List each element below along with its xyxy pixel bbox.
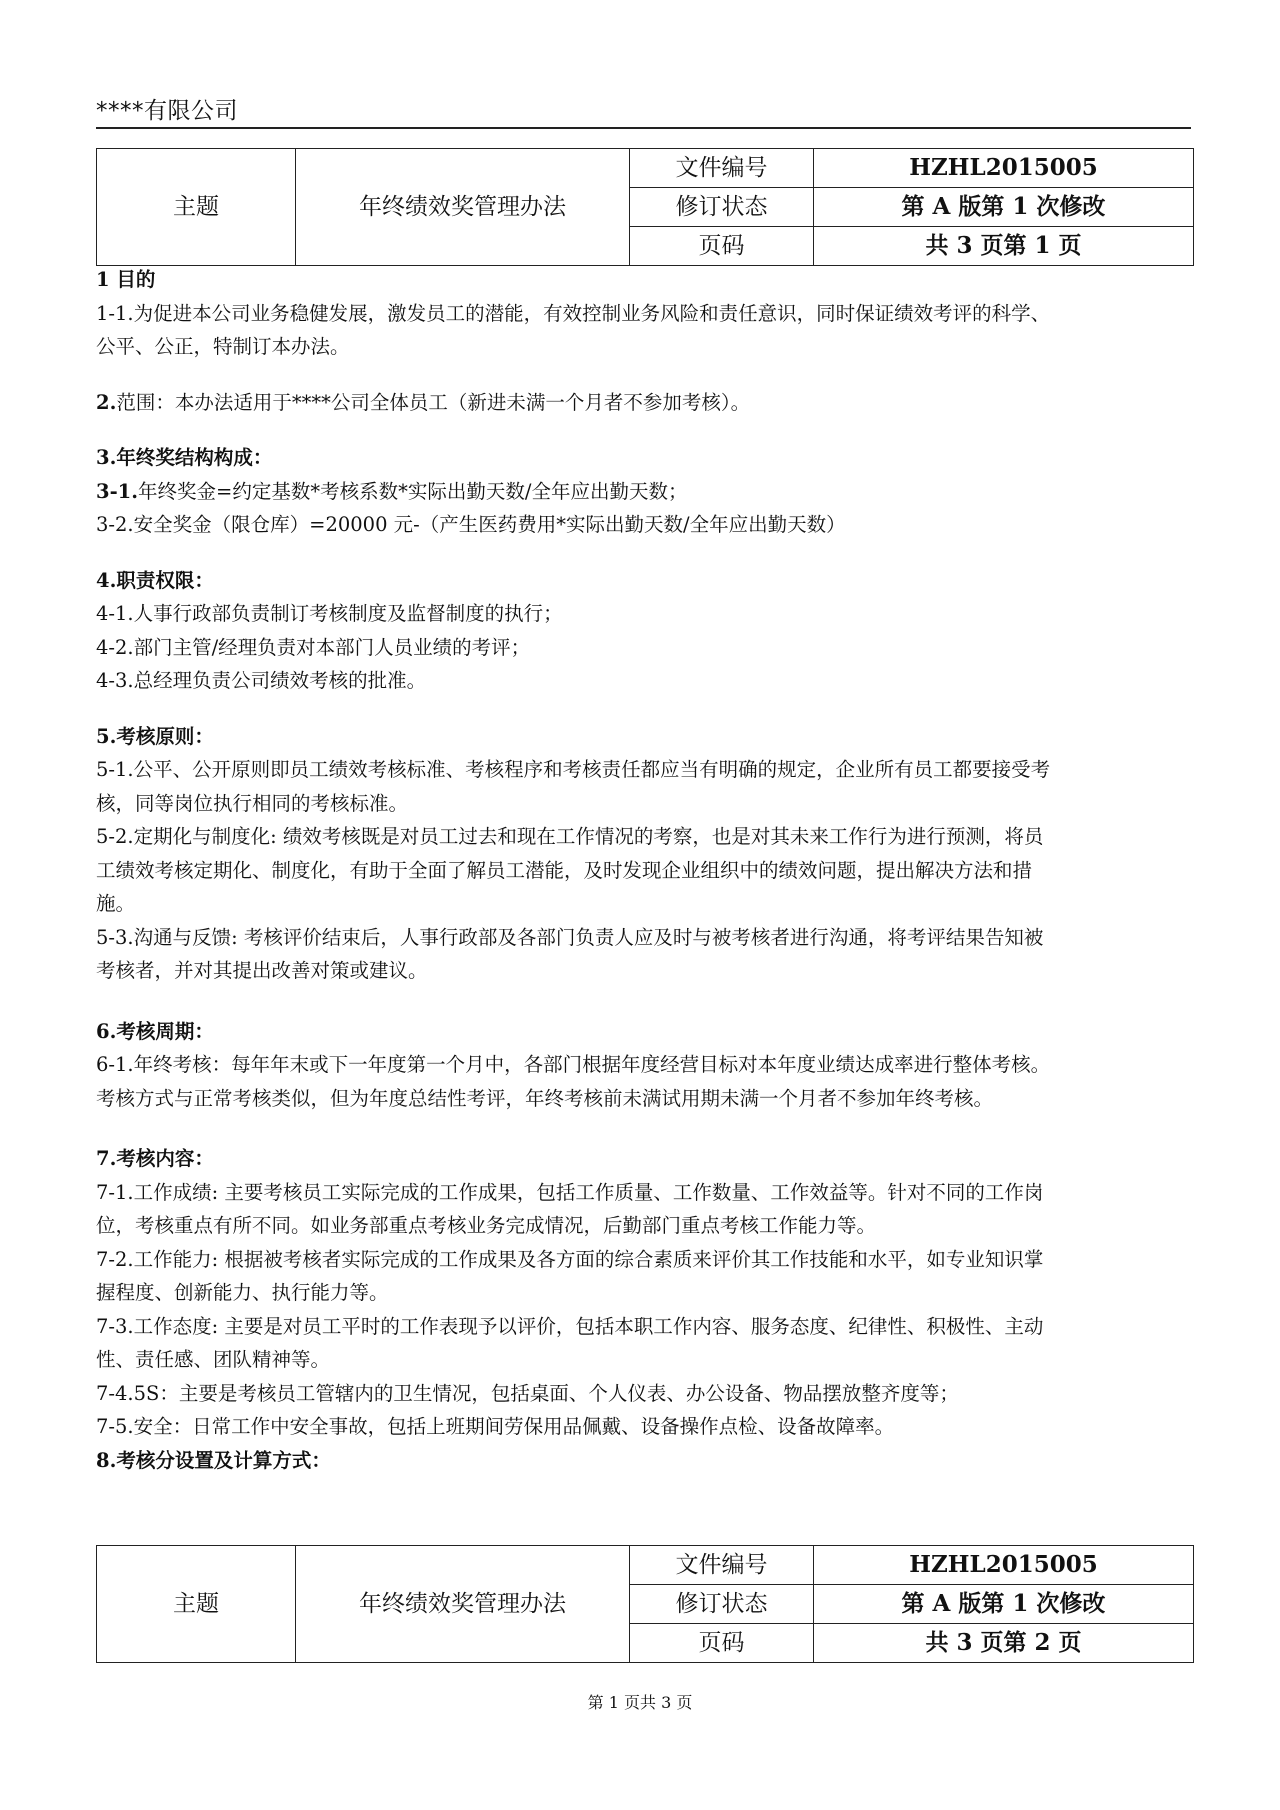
paragraph-line: 4-2.部门主管/经理负责对本部门人员业绩的考评； <box>96 635 531 659</box>
section-title: 5.考核原则： <box>96 724 214 748</box>
paragraph-line: 7-1.工作成绩: 主要考核员工实际完成的工作成果，包括工作质量、工作数量、工作效益等。针对不同的工作岗 <box>96 1180 1044 1204</box>
subject-value: 年终绩效奖管理办法 <box>296 1546 630 1663</box>
company-header: ****有限公司 <box>96 98 238 124</box>
paragraph-line <box>96 475 1196 509</box>
paragraph-line: 施。 <box>96 892 136 915</box>
section-title: 3.年终奖结构构成： <box>96 446 273 469</box>
section-title: 1 目的 <box>96 268 156 291</box>
paragraph-line: 6-1.年终考核：每年年末或下一年度第一个月中，各部门根据年度经营目标对本年度业绩达成率进行整体考核。 <box>96 1053 1051 1076</box>
paragraph-line: 5-3.沟通与反馈: 考核评价结束后，人事行政部及各部门负责人应及时与被考核者进行沟通，将考评结果告知被 <box>96 925 1044 949</box>
doc-no-label: 文件编号 <box>630 1546 814 1585</box>
section-title: 7.考核内容： <box>96 1147 214 1170</box>
header-divider <box>96 127 1191 129</box>
page-label: 页码 <box>630 227 814 266</box>
paragraph-line: 7-5.安全：日常工作中安全事故，包括上班期间劳保用品佩戴、设备操作点检、设备故障率。 <box>96 1415 895 1438</box>
section-title: 8.考核分设置及计算方式： <box>96 1448 331 1472</box>
section-number: 2. <box>96 390 117 414</box>
paragraph-line: 7-3.工作态度: 主要是对员工平时的工作表现予以评价，包括本职工作内容、服务态度、纪律性、积极性、主动 <box>96 1314 1044 1338</box>
paragraph-line: 核，同等岗位执行相同的考核标准。 <box>96 791 409 815</box>
doc-no-label: 文件编号 <box>630 149 814 188</box>
subject-label: 主题 <box>97 149 296 266</box>
paragraph-line: 5-2.定期化与制度化: 绩效考核既是对员工过去和现在工作情况的考察，也是对其未来工作行为进行预测，将员 <box>96 825 1044 848</box>
page-label: 页码 <box>630 1624 814 1663</box>
section-title: 6.考核周期： <box>96 1019 214 1043</box>
paragraph-line: 公平、公正，特制订本办法。 <box>96 335 350 358</box>
paragraph-line: 考核方式与正常考核类似，但为年度总结性考评，年终考核前未满试用期未满一个月者不参加年终考核。 <box>96 1086 994 1110</box>
page-value: 共 3 页第 1 页 <box>814 227 1194 266</box>
document-body <box>96 263 1196 1477</box>
revision-value: 第 A 版第 1 次修改 <box>814 1585 1194 1624</box>
section-title: 4.职责权限： <box>96 568 214 592</box>
document-header-table <box>96 1545 1194 1663</box>
doc-no-value: HZHL2015005 <box>814 1546 1194 1585</box>
page-value: 共 3 页第 2 页 <box>814 1624 1194 1663</box>
revision-value: 第 A 版第 1 次修改 <box>814 188 1194 227</box>
paragraph-line: 4-3.总经理负责公司绩效考核的批准。 <box>96 669 427 692</box>
subject-label: 主题 <box>97 1546 296 1663</box>
paragraph-line: 5-1.公平、公开原则即员工绩效考核标准、考核程序和考核责任都应当有明确的规定，企业所有员工都要接受考 <box>96 758 1051 781</box>
paragraph-line: 考核者，并对其提出改善对策或建议。 <box>96 959 428 982</box>
paragraph-line: 1-1.为促进本公司业务稳健发展，激发员工的潜能，有效控制业务风险和责任意识，同时保证绩效考评的科学、 <box>96 301 1051 325</box>
paragraph-line: 3-2.安全奖金（限仓库）=20000 元-（产生医药费用*实际出勤天数/全年应出勤天数） <box>96 513 846 536</box>
revision-label: 修订状态 <box>630 1585 814 1624</box>
paragraph-line: 7-4.5S：主要是考核员工管辖内的卫生情况，包括桌面、个人仪表、办公设备、物品摆放整齐度等； <box>96 1381 959 1405</box>
scope-paragraph <box>96 386 1196 420</box>
paragraph-line: 工绩效考核定期化、制度化，有助于全面了解员工潜能，及时发现企业组织中的绩效问题，提出解决方法和措 <box>96 858 1033 882</box>
paragraph-line: 握程度、创新能力、执行能力等。 <box>96 1281 389 1304</box>
page-footer: 第 1 页共 3 页 <box>587 1693 693 1712</box>
paragraph-line: 位，考核重点有所不同。如业务部重点考核业务完成情况，后勤部门重点考核工作能力等。 <box>96 1214 877 1237</box>
subject-value: 年终绩效奖管理办法 <box>296 149 630 266</box>
paragraph-line: 7-2.工作能力: 根据被考核者实际完成的工作成果及各方面的综合素质来评价其工作技能和水平，如专业知识掌 <box>96 1247 1044 1271</box>
paragraph-text: 范围：本办法适用于****公司全体员工（新进未满一个月者不参加考核）。 <box>116 390 751 414</box>
revision-label: 修订状态 <box>630 188 814 227</box>
paragraph-line: 性、责任感、团队精神等。 <box>96 1348 331 1371</box>
paragraph-line: 4-1.人事行政部负责制订考核制度及监督制度的执行； <box>96 602 563 625</box>
doc-no-value: HZHL2015005 <box>814 149 1194 188</box>
document-header-table <box>96 148 1194 266</box>
item-text: 年终奖金=约定基数*考核系数*实际出勤天数/全年应出勤天数； <box>138 479 688 503</box>
item-number: 3-1. <box>96 479 139 503</box>
